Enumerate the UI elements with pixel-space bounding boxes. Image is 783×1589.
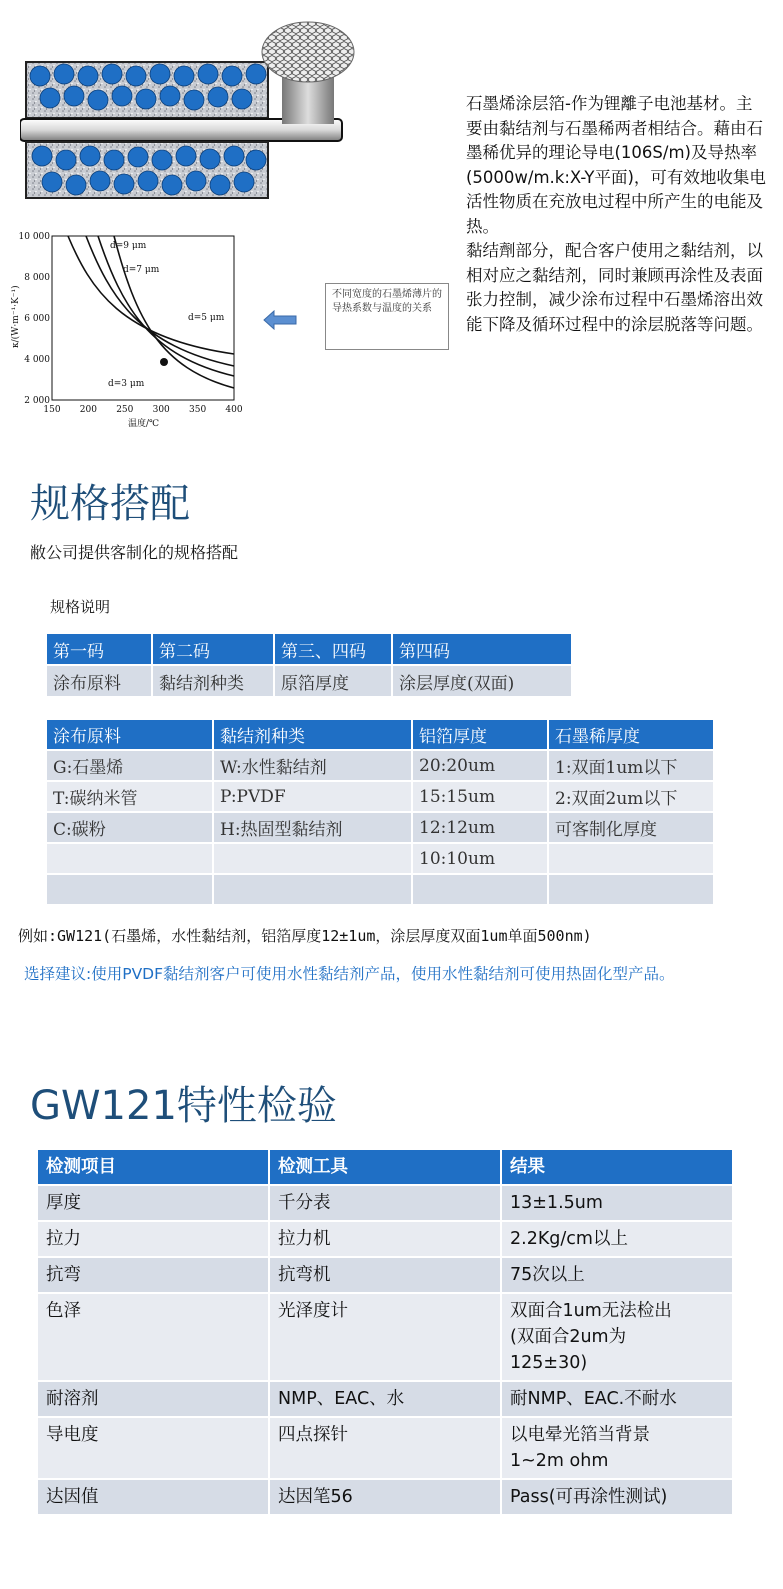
code-header: 第二码 [153, 634, 273, 664]
table-cell [214, 844, 411, 873]
table-cell [47, 844, 212, 873]
code-cell: 原箔厚度 [275, 666, 391, 696]
mat-header: 黏结剂种类 [214, 720, 411, 749]
code-header: 第一码 [47, 634, 151, 664]
graph-ytick: 10 000 [18, 232, 50, 242]
table-cell: 2.2Kg/cm以上 [502, 1222, 732, 1256]
spec-heading: 规格搭配 [30, 481, 190, 527]
graph-caption: 不同宽度的石墨烯薄片的导热系数与温度的关系 [325, 283, 449, 350]
table-cell: 达因值 [38, 1480, 268, 1514]
table-cell: W:水性黏结剂 [214, 751, 411, 780]
graph-xtick: 200 [79, 405, 97, 415]
table-cell: P:PVDF [214, 782, 411, 811]
graph-ytick: 8 000 [24, 273, 50, 283]
curve-label-7: d=7 μm [123, 265, 160, 275]
graph-xtick: 350 [189, 405, 207, 415]
mat-header: 涂布原料 [47, 720, 212, 749]
advice-text: 选择建议:使用PVDF黏结剂客户可使用水性黏结剂产品，使用水性黏结剂可使用热固化型产品。 [24, 965, 675, 983]
table-cell: 12:12um [413, 813, 547, 842]
table-cell: C:碳粉 [47, 813, 212, 842]
intro-paragraph: 黏结劑部分，配合客户使用之黏结剂，以相对应之黏结剂，同时兼顾再涂性及表面张力控制，减少涂布过程中石墨烯溶出效能下降及循环过程中的涂层脱落等问题。 [466, 241, 763, 334]
table-cell: H:热固型黏结剂 [214, 813, 411, 842]
table-cell: 千分表 [270, 1186, 500, 1220]
table-cell: 厚度 [38, 1186, 268, 1220]
code-cell: 涂层厚度(双面) [393, 666, 571, 696]
code-header: 第四码 [393, 634, 571, 664]
spec-subtitle: 敝公司提供客制化的规格搭配 [30, 543, 239, 562]
code-table [45, 632, 573, 698]
graph-xlabel: 温度/℃ [128, 419, 160, 429]
table-cell: 1:双面1um以下 [549, 751, 713, 780]
table-cell: 15:15um [413, 782, 547, 811]
test-header: 检测项目 [38, 1150, 268, 1184]
table-cell: 双面合1um无法检出 (双面合2um为 125±30) [502, 1294, 732, 1380]
table-cell: 13±1.5um [502, 1186, 732, 1220]
graph-xtick: 150 [43, 405, 61, 415]
graph-ytick: 2 000 [24, 396, 50, 406]
table-cell: 2:双面2um以下 [549, 782, 713, 811]
table-cell: 10:10um [413, 844, 547, 873]
code-cell: 黏结剂种类 [153, 666, 273, 696]
table-cell [549, 875, 713, 904]
table-cell: 达因笔56 [270, 1480, 500, 1514]
table-cell: 20:20um [413, 751, 547, 780]
coated-foil-illustration [20, 20, 370, 220]
table-cell: 75次以上 [502, 1258, 732, 1292]
table-cell [413, 875, 547, 904]
material-table [45, 718, 715, 906]
table-cell: 导电度 [38, 1418, 268, 1478]
table-cell [549, 844, 713, 873]
table-cell: G:石墨烯 [47, 751, 212, 780]
mat-header: 铝箔厚度 [413, 720, 547, 749]
example-text: 例如:GW121(石墨烯，水性黏结剂，铝箔厚度12±1um，涂层厚度双面1um单面500nm) [18, 927, 592, 945]
graph-xtick: 400 [225, 405, 243, 415]
spec-label: 规格说明 [50, 598, 111, 616]
table-cell: 抗弯机 [270, 1258, 500, 1292]
table-cell [47, 875, 212, 904]
graph-ytick: 4 000 [24, 355, 50, 365]
arrow-left-icon [262, 310, 298, 330]
table-cell: 抗弯 [38, 1258, 268, 1292]
table-cell: Pass(可再涂性测试) [502, 1480, 732, 1514]
thermal-conductivity-graph [10, 228, 250, 430]
graph-ylabel: κ/(W·m⁻¹·K⁻¹) [11, 285, 21, 348]
table-cell: 光泽度计 [270, 1294, 500, 1380]
table-cell: NMP、EAC、水 [270, 1382, 500, 1416]
table-cell: 耐NMP、EAC.不耐水 [502, 1382, 732, 1416]
table-cell: 以电晕光箔当背景 1~2m ohm [502, 1418, 732, 1478]
curve-label-9: d=9 μm [110, 241, 147, 251]
curve-label-5: d=5 μm [188, 313, 225, 323]
table-cell: 耐溶剂 [38, 1382, 268, 1416]
table-cell: 拉力 [38, 1222, 268, 1256]
test-header: 结果 [502, 1150, 732, 1184]
curve-label-3: d=3 μm [108, 379, 145, 389]
intro-paragraph: 石墨烯涂层箔-作为锂離子电池基材。主要由黏结剂与石墨稀两者相结合。藉由石墨稀优异的理论导电(106S/m)及导热率(5000w/m.k:X-Y平面)，可有效地收集电活性物质在充放电过程中所产生的电能及热。 [466, 94, 766, 236]
table-cell: 拉力机 [270, 1222, 500, 1256]
test-heading: GW121特性检验 [30, 1083, 337, 1129]
graph-xtick: 300 [152, 405, 170, 415]
graph-ytick: 6 000 [24, 314, 50, 324]
test-header: 检测工具 [270, 1150, 500, 1184]
table-cell: 可客制化厚度 [549, 813, 713, 842]
test-table [36, 1148, 734, 1516]
intro-text [466, 92, 766, 337]
code-cell: 涂布原料 [47, 666, 151, 696]
table-cell [214, 875, 411, 904]
table-cell: 色泽 [38, 1294, 268, 1380]
code-header: 第三、四码 [275, 634, 391, 664]
graph-xtick: 250 [116, 405, 134, 415]
table-cell: T:碳纳米管 [47, 782, 212, 811]
table-cell: 四点探针 [270, 1418, 500, 1478]
mat-header: 石墨稀厚度 [549, 720, 713, 749]
